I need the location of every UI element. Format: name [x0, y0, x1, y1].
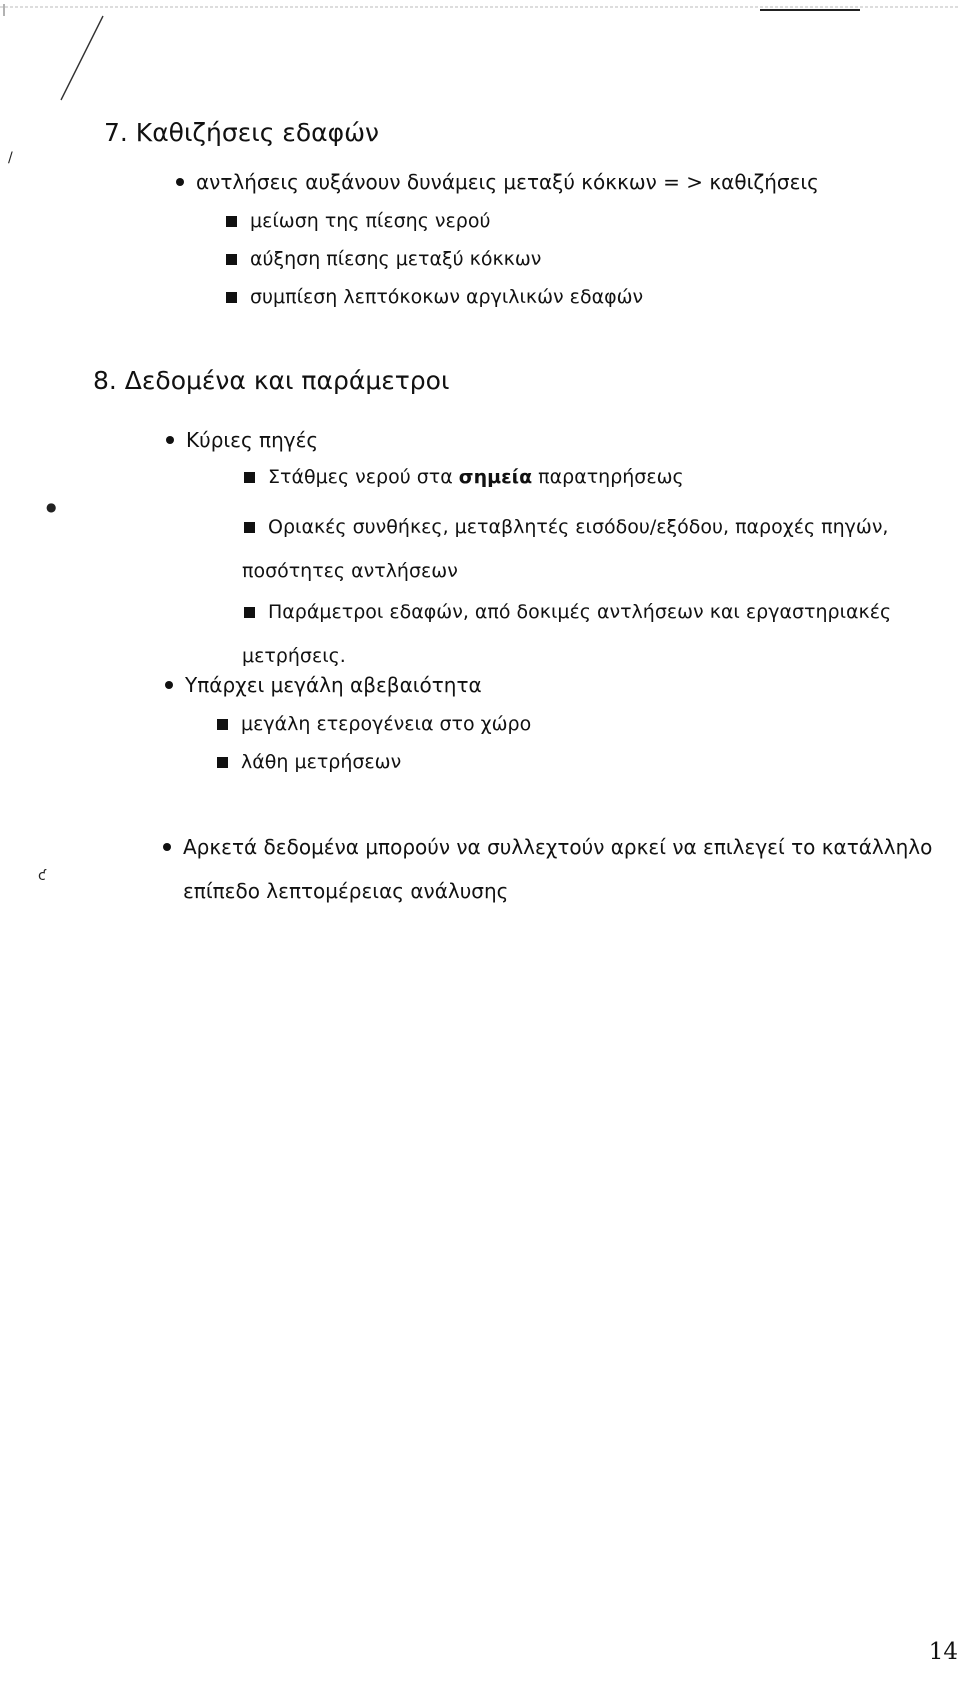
square-bullet — [244, 472, 255, 483]
uncertainty-item — [241, 749, 401, 775]
bullet-dot — [176, 178, 184, 186]
section-7-item — [250, 284, 643, 310]
bullet-dot — [165, 681, 173, 689]
section-7-item-text: μείωση της πίεσης νερού — [250, 210, 491, 232]
square-bullet — [217, 719, 228, 730]
sources-item-text-pre: Στάθμες νερού στα — [268, 466, 459, 488]
section-7-item-text: αύξηση πίεσης μεταξύ κόκκων — [250, 248, 542, 270]
sources-item — [242, 590, 892, 678]
margin-mark-bottom: ƈ — [38, 868, 46, 884]
sources-item-text-post: παρατηρήσεως — [532, 466, 684, 488]
section-7-bullet — [196, 169, 819, 195]
section-7-item — [250, 246, 541, 272]
sources-item-text-bold: σημεία — [458, 466, 533, 488]
pen-stroke-mark — [55, 14, 115, 104]
sources-item — [242, 505, 889, 593]
uncertainty-bullet-text: Υπάρχει μεγάλη αβεβαιότητα — [185, 673, 482, 697]
enough-data-line: Αρκετά δεδομένα μπορούν να συλλεχτούν αρκεί να επιλεγεί το κατάλληλο — [183, 835, 933, 859]
uncertainty-item — [241, 711, 531, 737]
square-bullet — [226, 216, 237, 227]
scan-edge-artifact — [0, 4, 960, 16]
sources-item — [268, 464, 684, 490]
section-7-heading: 7. Καθιζήσεις εδαφών — [104, 118, 379, 147]
uncertainty-item-text: μεγάλη ετερογένεια στο χώρο — [241, 713, 532, 735]
sources-item-line: ποσότητες αντλήσεων — [242, 560, 458, 582]
square-bullet — [244, 522, 255, 533]
bullet-dot — [166, 436, 174, 444]
section-8-heading: 8. Δεδομένα και παράμετροι — [93, 366, 450, 395]
margin-dot-mark: ● — [46, 500, 57, 514]
square-bullet — [244, 607, 255, 618]
sources-item-line: μετρήσεις. — [242, 645, 346, 667]
bullet-dot — [163, 843, 171, 851]
sources-bullet — [186, 427, 318, 453]
uncertainty-item-text: λάθη μετρήσεων — [241, 751, 402, 773]
section-7-item-text: συμπίεση λεπτόκοκων αργιλικών εδαφών — [250, 286, 644, 308]
page-number: 14 — [928, 1639, 958, 1665]
square-bullet — [217, 757, 228, 768]
uncertainty-bullet — [185, 672, 482, 698]
square-bullet — [226, 254, 237, 265]
enough-data-bullet — [183, 825, 932, 913]
section-7-item — [250, 208, 490, 234]
sources-item-line: Οριακές συνθήκες, μεταβλητές εισόδου/εξόδου, παροχές πηγών, — [268, 516, 889, 538]
sources-bullet-text: Κύριες πηγές — [186, 428, 319, 452]
margin-mark: / — [8, 150, 13, 166]
square-bullet — [226, 292, 237, 303]
sources-item-line: Παράμετροι εδαφών, από δοκιμές αντλήσεων και εργαστηριακές — [268, 601, 892, 623]
enough-data-line: επίπεδο λεπτομέρειας ανάλυσης — [183, 879, 509, 903]
section-7-bullet-text: αντλήσεις αυξάνουν δυνάμεις μεταξύ κόκκων = > καθιζήσεις — [196, 170, 819, 194]
